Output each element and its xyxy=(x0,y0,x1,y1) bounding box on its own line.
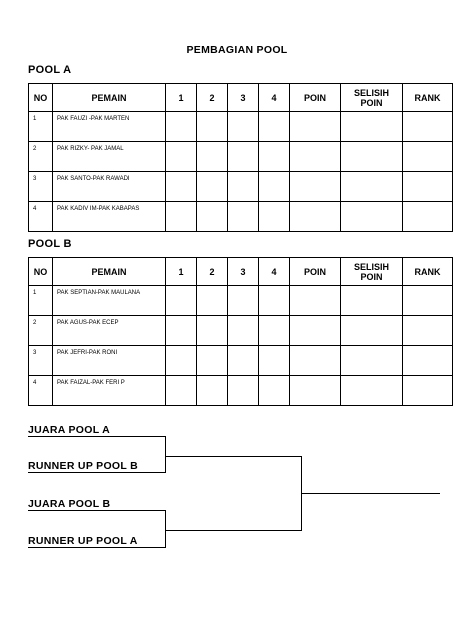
cell-game-1 xyxy=(166,376,197,406)
cell-game-1 xyxy=(166,202,197,232)
header-poin: POIN xyxy=(290,258,341,286)
table-row xyxy=(29,346,453,376)
cell-game-1 xyxy=(166,172,197,202)
cell-game-1 xyxy=(166,286,197,316)
cell-poin xyxy=(290,142,341,172)
cell-game-3 xyxy=(228,112,259,142)
bracket-line xyxy=(28,510,166,511)
cell-game-4 xyxy=(259,202,290,232)
cell-game-4 xyxy=(259,316,290,346)
header-game-3: 3 xyxy=(228,258,259,286)
pool-b-table xyxy=(28,257,453,406)
cell-game-3 xyxy=(228,172,259,202)
row-pemain: PAK JEFRI-PAK RONI xyxy=(53,346,166,376)
cell-game-1 xyxy=(166,346,197,376)
cell-game-2 xyxy=(197,286,228,316)
header-game-2: 2 xyxy=(197,84,228,112)
cell-game-4 xyxy=(259,376,290,406)
header-selisih-line1: SELISIH xyxy=(353,87,389,98)
cell-poin xyxy=(290,202,341,232)
cell-selisih xyxy=(341,376,403,406)
row-no: 4 xyxy=(29,376,53,406)
row-no: 3 xyxy=(29,346,53,376)
cell-rank xyxy=(403,376,453,406)
cell-game-4 xyxy=(259,346,290,376)
cell-game-4 xyxy=(259,142,290,172)
header-rank: RANK xyxy=(403,84,453,112)
cell-rank xyxy=(403,316,453,346)
cell-game-3 xyxy=(228,316,259,346)
pool-a-label: POOL A xyxy=(28,64,72,76)
cell-poin xyxy=(290,172,341,202)
cell-poin xyxy=(290,376,341,406)
cell-rank xyxy=(403,172,453,202)
row-pemain: PAK KADIV IM-PAK KABAPAS xyxy=(53,202,166,232)
row-no: 4 xyxy=(29,202,53,232)
cell-poin xyxy=(290,112,341,142)
bracket-juara-pool-a: JUARA POOL A xyxy=(28,424,110,436)
row-no: 2 xyxy=(29,142,53,172)
pool-b-label: POOL B xyxy=(28,238,72,250)
cell-selisih xyxy=(341,286,403,316)
bracket-line xyxy=(28,472,166,473)
header-selisih-line2: POIN xyxy=(360,97,383,108)
cell-game-4 xyxy=(259,286,290,316)
header-selisih-poin xyxy=(341,84,403,112)
table-row xyxy=(29,376,453,406)
header-selisih-poin xyxy=(341,258,403,286)
row-no: 1 xyxy=(29,112,53,142)
cell-game-2 xyxy=(197,316,228,346)
cell-game-1 xyxy=(166,142,197,172)
table-header-row xyxy=(29,258,453,286)
cell-game-3 xyxy=(228,346,259,376)
cell-game-2 xyxy=(197,112,228,142)
bracket-runner-up-pool-b: RUNNER UP POOL B xyxy=(28,460,139,472)
cell-rank xyxy=(403,286,453,316)
header-no: NO xyxy=(29,258,53,286)
cell-game-2 xyxy=(197,142,228,172)
row-pemain: PAK SANTO-PAK RAWADI xyxy=(53,172,166,202)
table-row xyxy=(29,286,453,316)
cell-game-2 xyxy=(197,346,228,376)
cell-game-3 xyxy=(228,142,259,172)
bracket-runner-up-pool-a: RUNNER UP POOL A xyxy=(28,535,138,547)
bracket-line xyxy=(28,436,166,437)
table-header-row xyxy=(29,84,453,112)
cell-game-3 xyxy=(228,286,259,316)
row-no: 3 xyxy=(29,172,53,202)
row-pemain: PAK RIZKY- PAK JAMAL xyxy=(53,142,166,172)
bracket-juara-pool-b: JUARA POOL B xyxy=(28,498,111,510)
bracket-line xyxy=(301,493,440,494)
page-title: PEMBAGIAN POOL xyxy=(186,44,288,56)
table-row xyxy=(29,172,453,202)
header-pemain: PEMAIN xyxy=(53,84,166,112)
cell-game-2 xyxy=(197,202,228,232)
cell-rank xyxy=(403,112,453,142)
header-selisih-line2: POIN xyxy=(360,271,383,282)
header-game-2: 2 xyxy=(197,258,228,286)
header-game-4: 4 xyxy=(259,84,290,112)
cell-game-1 xyxy=(166,316,197,346)
bracket-line xyxy=(165,530,302,531)
bracket-line xyxy=(28,547,166,548)
cell-rank xyxy=(403,346,453,376)
header-game-3: 3 xyxy=(228,84,259,112)
cell-game-2 xyxy=(197,376,228,406)
table-row xyxy=(29,316,453,346)
row-pemain: PAK SEPTIAN-PAK MAULANA xyxy=(53,286,166,316)
header-game-4: 4 xyxy=(259,258,290,286)
row-no: 2 xyxy=(29,316,53,346)
header-game-1: 1 xyxy=(166,258,197,286)
cell-poin xyxy=(290,286,341,316)
cell-game-2 xyxy=(197,172,228,202)
cell-poin xyxy=(290,346,341,376)
cell-selisih xyxy=(341,346,403,376)
row-no: 1 xyxy=(29,286,53,316)
header-selisih-line1: SELISIH xyxy=(353,261,389,272)
cell-game-3 xyxy=(228,376,259,406)
table-row xyxy=(29,112,453,142)
cell-selisih xyxy=(341,172,403,202)
header-rank: RANK xyxy=(403,258,453,286)
bracket-line xyxy=(165,510,166,548)
table-row xyxy=(29,202,453,232)
pool-a-table xyxy=(28,83,453,232)
cell-game-4 xyxy=(259,112,290,142)
row-pemain: PAK FAIZAL-PAK FERI P xyxy=(53,376,166,406)
cell-game-1 xyxy=(166,112,197,142)
cell-game-3 xyxy=(228,202,259,232)
header-pemain: PEMAIN xyxy=(53,258,166,286)
header-poin: POIN xyxy=(290,84,341,112)
cell-poin xyxy=(290,316,341,346)
cell-selisih xyxy=(341,202,403,232)
cell-rank xyxy=(403,202,453,232)
cell-game-4 xyxy=(259,172,290,202)
row-pemain: PAK AGUS-PAK ECEP xyxy=(53,316,166,346)
header-game-1: 1 xyxy=(166,84,197,112)
bracket-line xyxy=(165,456,302,457)
cell-selisih xyxy=(341,316,403,346)
header-no: NO xyxy=(29,84,53,112)
cell-selisih xyxy=(341,112,403,142)
row-pemain: PAK FAUZI -PAK MARTEN xyxy=(53,112,166,142)
cell-rank xyxy=(403,142,453,172)
table-row xyxy=(29,142,453,172)
bracket-line xyxy=(165,436,166,473)
cell-selisih xyxy=(341,142,403,172)
